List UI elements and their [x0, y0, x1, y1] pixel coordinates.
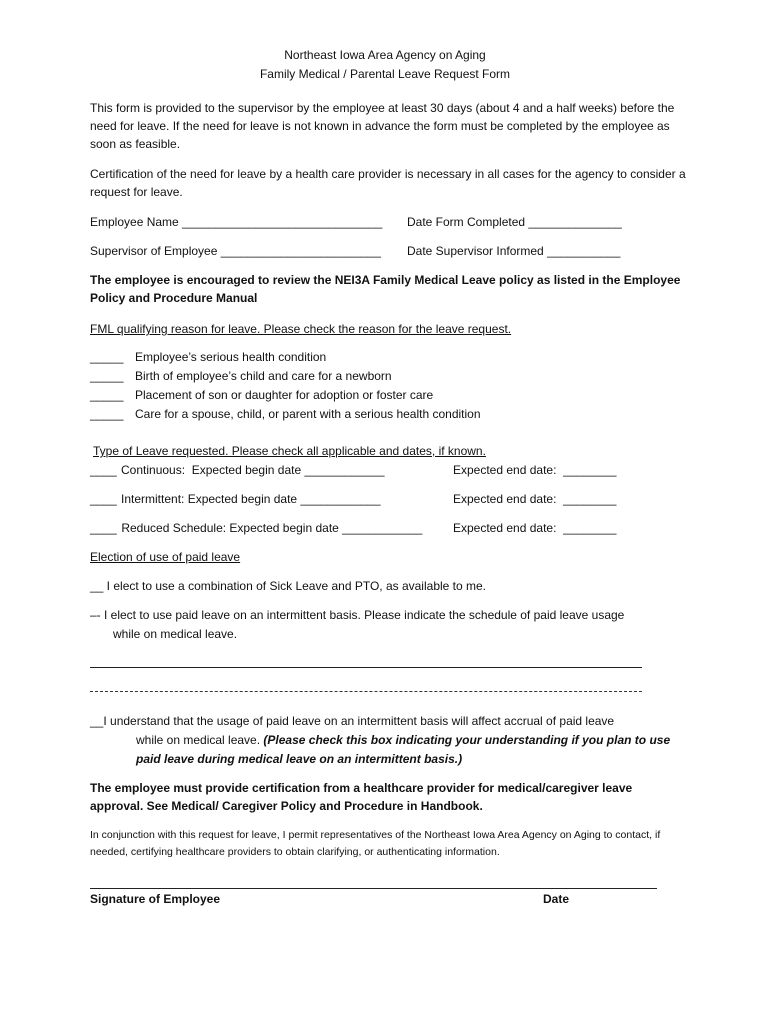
understand-emphasis: (Please check this box indicating your understanding if you plan to use — [263, 733, 671, 747]
supervisor-field[interactable]: Supervisor of Employee ________________________ — [90, 244, 381, 258]
signature-date-label: Date — [543, 892, 570, 906]
paid-leave-heading: Election of use of paid leave — [90, 550, 241, 564]
intermittent-paid-option[interactable]: –- I elect to use paid leave on an intermittent basis. Please indicate the schedule of paid leave usage — [90, 608, 625, 622]
reason-checkbox-blank[interactable]: _____ — [90, 407, 124, 421]
understand-line-3: paid leave during medical leave on an intermittent basis.) — [136, 752, 463, 766]
understand-line-2 — [136, 731, 670, 749]
schedule-line[interactable] — [90, 667, 642, 668]
reduced-schedule-checkbox[interactable]: ____ — [90, 521, 117, 535]
leave-type-heading: Type of Leave requested. Please check all applicable and dates, if known. — [93, 444, 486, 458]
certification-requirement: The employee must provide certification from a healthcare provider for medical/caregiver leave approval. See Medical/ Caregiver Policy and Procedure in Handbook. — [90, 781, 633, 813]
reduced-schedule-begin-date[interactable]: Reduced Schedule: Expected begin date ____________ — [118, 521, 423, 535]
schedule-line-dashed[interactable] — [90, 691, 642, 692]
date-informed-field[interactable]: Date Supervisor Informed ___________ — [407, 244, 621, 258]
reason-label: Placement of son or daughter for adoption or foster care — [135, 388, 434, 402]
understand-plain: while on medical leave. — [136, 733, 264, 747]
continuous-checkbox[interactable]: ____ — [90, 463, 117, 477]
intermittent-end-date[interactable]: Expected end date: ________ — [453, 492, 617, 506]
understand-acknowledgement[interactable]: __I understand that the usage of paid leave on an intermittent basis will affect accrual of paid leave — [90, 714, 615, 728]
continuous-begin-date[interactable]: Continuous: Expected begin date ____________ — [121, 463, 385, 477]
org-name: Northeast Iowa Area Agency on Aging — [284, 48, 486, 62]
fml-heading: FML qualifying reason for leave. Please check the reason for the leave request. — [90, 322, 512, 336]
reason-label: Birth of employee’s child and care for a newborn — [135, 369, 392, 383]
sick-pto-option[interactable]: __ I elect to use a combination of Sick Leave and PTO, as available to me. — [90, 579, 487, 593]
signature-line[interactable] — [90, 888, 657, 889]
policy-note: The employee is encouraged to review the NEI3A Family Medical Leave policy as listed in the Employee Policy and Procedure Manual — [90, 273, 681, 305]
continuous-end-date[interactable]: Expected end date: ________ — [453, 463, 617, 477]
reason-checkbox-blank[interactable]: _____ — [90, 350, 124, 364]
employee-name-field[interactable]: Employee Name ______________________________ — [90, 215, 383, 229]
reason-checkbox-blank[interactable]: _____ — [90, 388, 124, 402]
reason-checkbox-blank[interactable]: _____ — [90, 369, 124, 383]
intro-paragraph: This form is provided to the supervisor by the employee at least 30 days (about 4 and a half weeks) before the need for leave. If the need for leave is not known in advance the form must be completed by the employee as soon as feasible. — [90, 101, 675, 151]
reason-label: Employee’s serious health condition — [135, 350, 327, 364]
intermittent-begin-date[interactable]: Intermittent: Expected begin date ____________ — [121, 492, 381, 506]
date-completed-field[interactable]: Date Form Completed ______________ — [407, 215, 622, 229]
signature-label: Signature of Employee — [90, 892, 221, 906]
consent-statement: In conjunction with this request for leave, I permit representatives of the Northeast Iowa Area Agency on Aging to contact, if needed, certifying healthcare providers to obtain clarifying, or authenticating information. — [90, 829, 661, 858]
form-title: Family Medical / Parental Leave Request Form — [259, 67, 511, 81]
reason-label: Care for a spouse, child, or parent with a serious health condition — [135, 407, 481, 421]
certification-intro: Certification of the need for leave by a health care provider is necessary in all cases for the agency to consider a request for leave. — [90, 167, 686, 199]
intermittent-checkbox[interactable]: ____ — [90, 492, 117, 506]
intermittent-paid-option-cont: while on medical leave. — [113, 627, 238, 641]
reduced-schedule-end-date[interactable]: Expected end date: ________ — [453, 521, 617, 535]
